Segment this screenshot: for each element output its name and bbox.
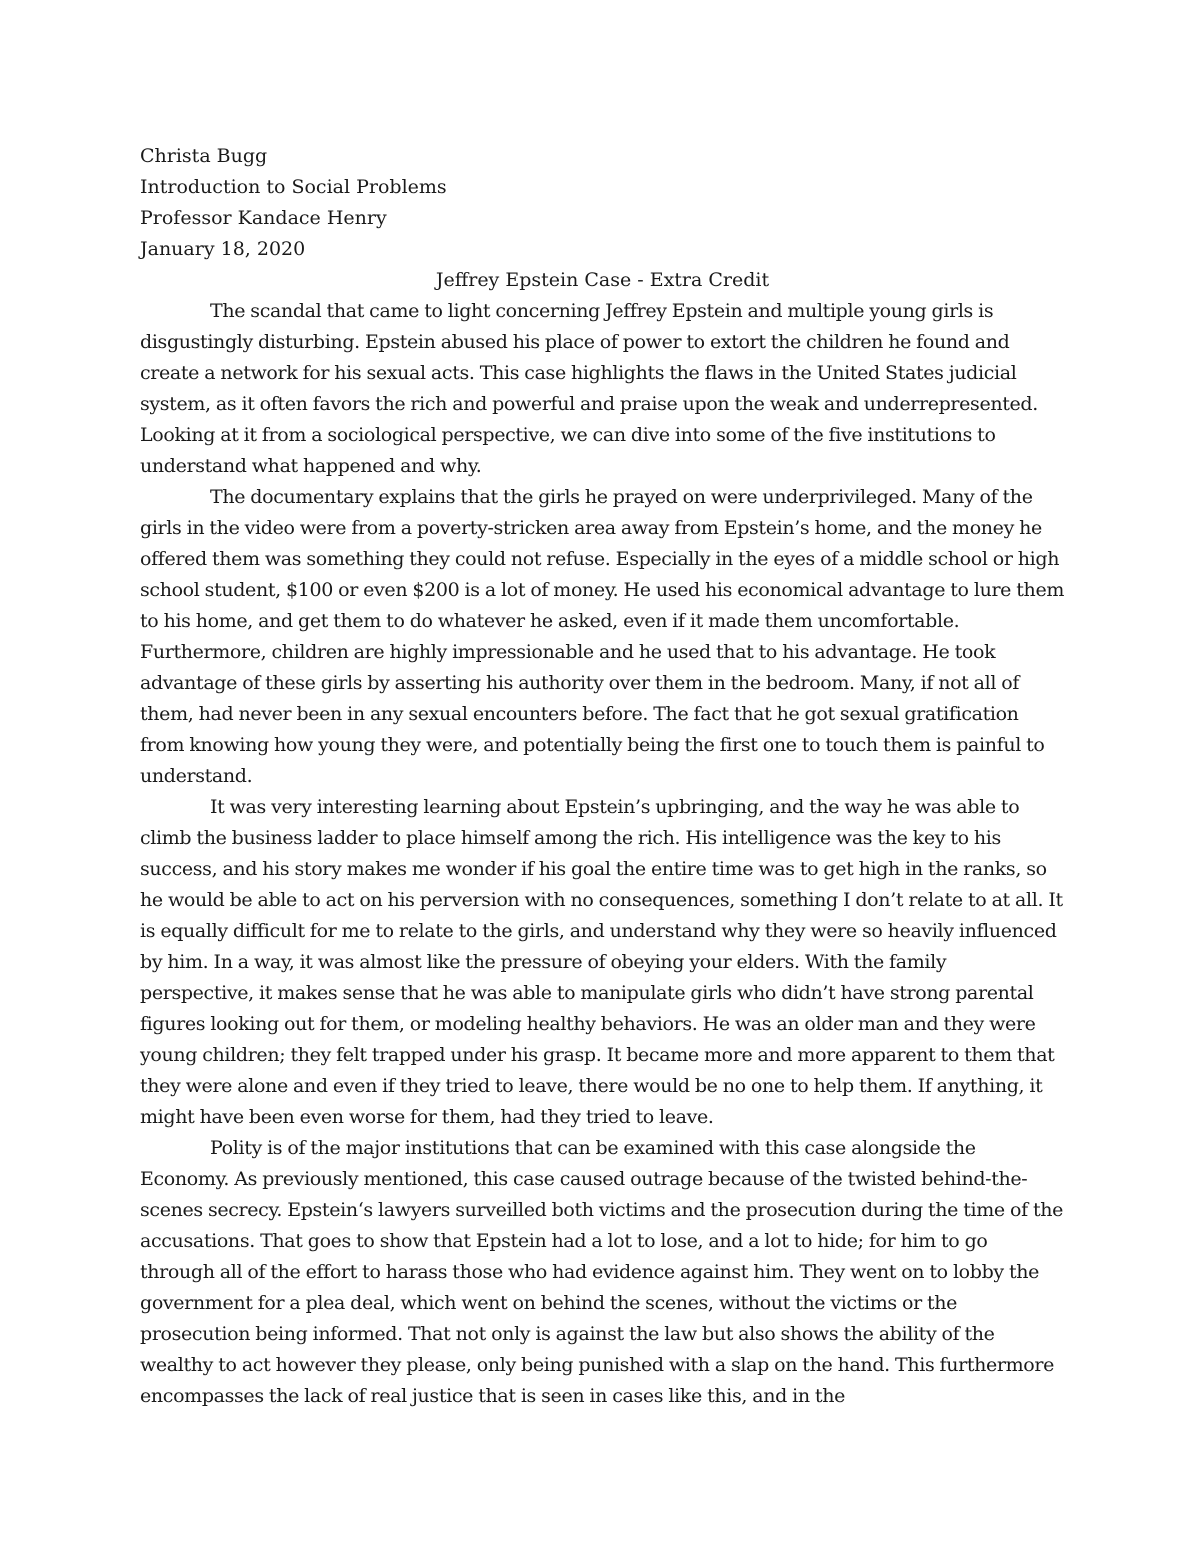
paragraph-family: It was very interesting learning about Epstein’s upbringing, and the way he was able to climb the business ladder to place himself among the rich. His intelligence was the key to his success, and his story makes me wonder if his goal the entire time was to get high in the ranks, so he would be able to act on his perversion with no consequences, something I don’t relate to at all. It is equally difficult for me to relate to the girls, and understand why they were so heavily influenced by him. In a way, it was almost like the pressure of obeying your elders. With the family perspective, it makes sense that he was able to manipulate girls who didn’t have strong parental figures looking out for them, or modeling healthy behaviors. He was an older man and they were young children; they felt trapped under his grasp. It became more and more apparent to them that they were alone and even if they tried to leave, there would be no one to help them. If anything, it might have been even worse for them, had they tried to leave. (140, 796, 1063, 1128)
professor-name: Professor Kandace Henry (140, 207, 387, 229)
document-body (140, 141, 1065, 1412)
paragraph-polity: Polity is of the major institutions that can be examined with this case alongside the Economy. As previously mentioned, this case caused outrage because of the twisted behind-the-scenes secrecy. Epstein‘s lawyers surveilled both victims and the prosecution during the time of the accusations. That goes to show that Epstein had a lot to lose, and a lot to hide; for him to go through all of the effort to harass those who had evidence against him. They went on to lobby the government for a plea deal, which went on behind the scenes, without the victims or the prosecution being informed. That not only is against the law but also shows the ability of the wealthy to act however they please, only being punished with a slap on the hand. This furthermore encompasses the lack of real justice that is seen in cases like this, and in the (140, 1137, 1064, 1407)
paragraph-intro: The scandal that came to light concerning Jeffrey Epstein and multiple young girls is disgustingly disturbing. Epstein abused his place of power to extort the children he found and create a network for his sexual acts. This case highlights the flaws in the United States judicial system, as it often favors the rich and powerful and praise upon the weak and underrepresented. Looking at it from a sociological perspective, we can dive into some of the five institutions to understand what happened and why. (140, 300, 1038, 477)
paragraph-economy: The documentary explains that the girls he prayed on were underprivileged. Many of the girls in the video were from a poverty-stricken area away from Epstein’s home, and the money he offered them was something they could not refuse. Especially in the eyes of a middle school or high school student, $100 or even $200 is a lot of money. He used his economical advantage to lure them to his home, and get them to do whatever he asked, even if it made them uncomfortable. Furthermore, children are highly impressionable and he used that to his advantage. He took advantage of these girls by asserting his authority over them in the bedroom. Many, if not all of them, had never been in any sexual encounters before. The fact that he got sexual gratification from knowing how young they were, and potentially being the first one to touch them is painful to understand. (140, 486, 1065, 787)
course-name: Introduction to Social Problems (140, 176, 447, 198)
document-date: January 18, 2020 (140, 238, 306, 260)
author-name: Christa Bugg (140, 145, 268, 167)
document-title: Jeffrey Epstein Case - Extra Credit (435, 269, 770, 291)
